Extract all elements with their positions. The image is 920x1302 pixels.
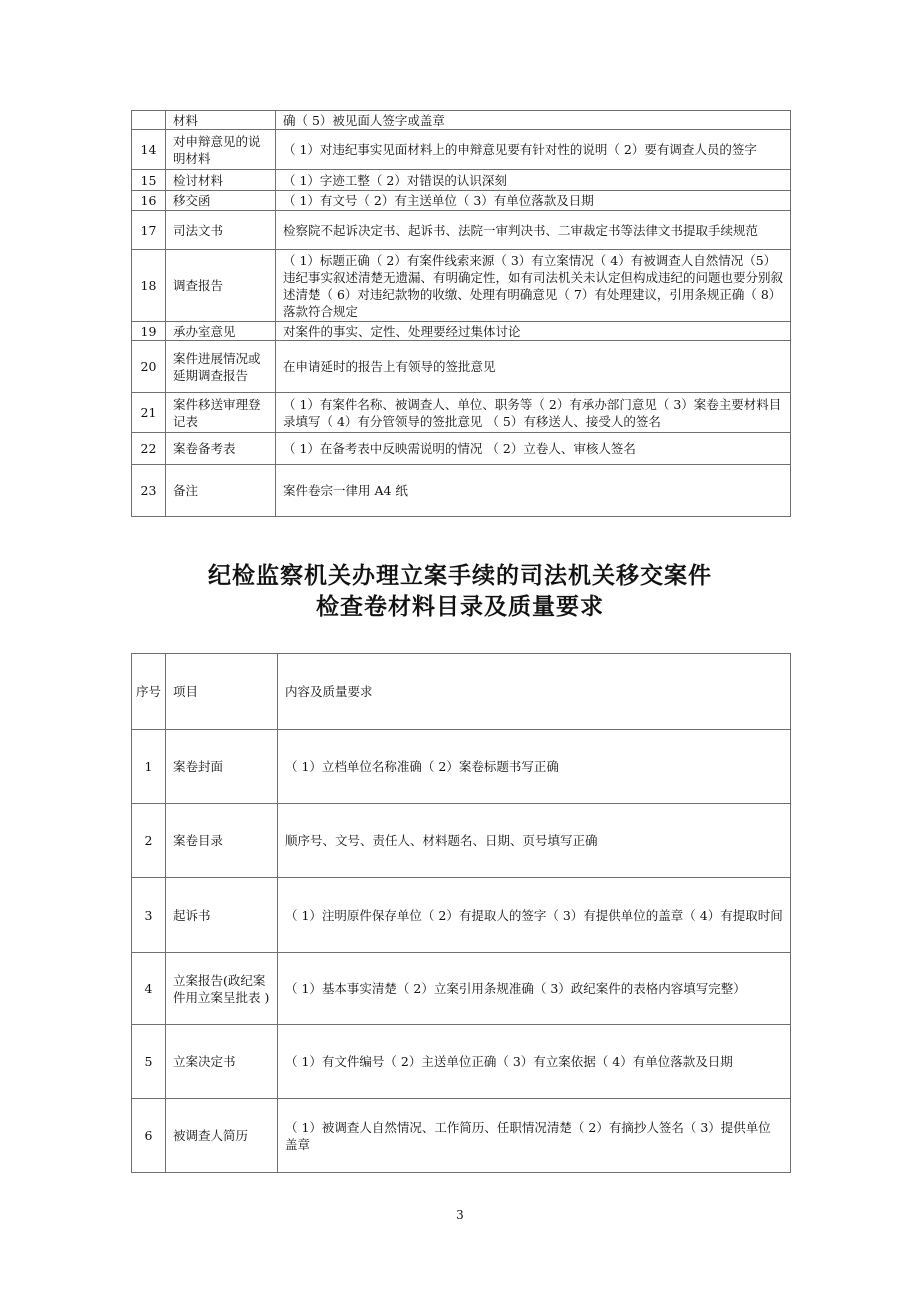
row-item: 立案报告(政纪案件用立案呈批表 ): [166, 953, 278, 1025]
row-item: 起诉书: [166, 878, 278, 953]
row-requirement: 对案件的事实、定性、处理要经过集体讨论: [276, 322, 791, 341]
row-requirement: 确（ 5）被见面人签字或盖章: [276, 111, 791, 130]
row-requirement: （ 1）被调查人自然情况、工作简历、任职情况清楚（ 2）有摘抄人签名（ 3）提供单位盖章: [278, 1099, 791, 1173]
row-requirement: 顺序号、文号、责任人、材料题名、日期、页号填写正确: [278, 804, 791, 878]
table-header-row: [132, 654, 791, 730]
row-requirement: （ 1）在备考表中反映需说明的情况 （ 2）立卷人、审核人签名: [276, 433, 791, 465]
row-requirement: 在申请延时的报告上有领导的签批意见: [276, 341, 791, 393]
table-row: [132, 191, 791, 211]
row-number: 20: [132, 341, 166, 393]
row-item: 被调查人简历: [166, 1099, 278, 1173]
row-item: 司法文书: [166, 211, 276, 250]
row-requirement: （ 1）标题正确（ 2）有案件线索来源（ 3）有立案情况（ 4）有被调查人自然情况（5）违纪事实叙述清楚无遗漏、有明确定性，如有司法机关未认定但构成违纪的问题也要分别叙述清楚（ 6）对违纪款物的收缴、处理有明确意见（ 7）有处理建议，引用条规正确（ 8）落款符合规定: [276, 250, 791, 322]
document-title-line-1: 纪检监察机关办理立案手续的司法机关移交案件: [208, 563, 712, 589]
table-row: [132, 730, 791, 804]
requirements-table: [131, 653, 791, 1173]
header-number: 序号: [132, 654, 166, 730]
row-number: 15: [132, 170, 166, 191]
row-item: 调查报告: [166, 250, 276, 322]
row-requirement: （ 1）有文件编号（ 2）主送单位正确（ 3）有立案依据（ 4）有单位落款及日期: [278, 1025, 791, 1099]
row-number: 17: [132, 211, 166, 250]
row-number: 22: [132, 433, 166, 465]
page-number: 3: [456, 1208, 464, 1222]
row-number: 4: [132, 953, 166, 1025]
row-item: 立案决定书: [166, 1025, 278, 1099]
row-item: 对申辩意见的说明材料: [166, 130, 276, 170]
row-number: 23: [132, 465, 166, 517]
row-number: 2: [132, 804, 166, 878]
row-item: 移交函: [166, 191, 276, 211]
table-row: [132, 341, 791, 393]
row-item: 案卷封面: [166, 730, 278, 804]
table-row: [132, 130, 791, 170]
table-row: [132, 953, 791, 1025]
row-item: 案件移送审理登记表: [166, 393, 276, 433]
table-row: [132, 804, 791, 878]
table-row: [132, 878, 791, 953]
header-item: 项目: [166, 654, 278, 730]
row-requirement: （ 1）基本事实清楚（ 2）立案引用条规准确（ 3）政纪案件的表格内容填写完整）: [278, 953, 791, 1025]
row-requirement: 案件卷宗一律用 A4 纸: [276, 465, 791, 517]
row-number: 5: [132, 1025, 166, 1099]
row-requirement: 检察院不起诉决定书、起诉书、法院一审判决书、二审裁定书等法律文书提取手续规范: [276, 211, 791, 250]
table-row: [132, 322, 791, 341]
document-title-line-2: 检查卷材料目录及质量要求: [316, 594, 604, 620]
requirements-table-continued: [131, 110, 791, 517]
table-row: [132, 170, 791, 191]
row-number: 1: [132, 730, 166, 804]
row-item: 案件进展情况或延期调查报告: [166, 341, 276, 393]
row-requirement: （ 1）字迹工整（ 2）对错误的认识深刻: [276, 170, 791, 191]
table-row: [132, 433, 791, 465]
row-number: [132, 111, 166, 130]
row-item: 承办室意见: [166, 322, 276, 341]
row-item: 检讨材料: [166, 170, 276, 191]
table-row: [132, 1025, 791, 1099]
header-requirement: 内容及质量要求: [278, 654, 791, 730]
table-row: [132, 465, 791, 517]
table-row: [132, 211, 791, 250]
row-number: 14: [132, 130, 166, 170]
row-requirement: （ 1）有文号（ 2）有主送单位（ 3）有单位落款及日期: [276, 191, 791, 211]
table-row: [132, 1099, 791, 1173]
row-number: 16: [132, 191, 166, 211]
row-item: 案卷备考表: [166, 433, 276, 465]
row-number: 21: [132, 393, 166, 433]
row-number: 3: [132, 878, 166, 953]
table-row: [132, 393, 791, 433]
row-requirement: （ 1）有案件名称、被调查人、单位、职务等（ 2）有承办部门意见（ 3）案卷主要材料目录填写（ 4）有分管领导的签批意见 （ 5）有移送人、接受人的签名: [276, 393, 791, 433]
row-requirement: （ 1）对违纪事实见面材料上的申辩意见要有针对性的说明（ 2）要有调查人员的签字: [276, 130, 791, 170]
row-item: 备注: [166, 465, 276, 517]
table-row: [132, 250, 791, 322]
table-row: [132, 111, 791, 130]
row-number: 19: [132, 322, 166, 341]
row-requirement: （ 1）立档单位名称准确（ 2）案卷标题书写正确: [278, 730, 791, 804]
row-item: 案卷目录: [166, 804, 278, 878]
row-requirement: （ 1）注明原件保存单位（ 2）有提取人的签字（ 3）有提供单位的盖章（ 4）有提取时间: [278, 878, 791, 953]
row-item: 材料: [166, 111, 276, 130]
row-number: 6: [132, 1099, 166, 1173]
row-number: 18: [132, 250, 166, 322]
